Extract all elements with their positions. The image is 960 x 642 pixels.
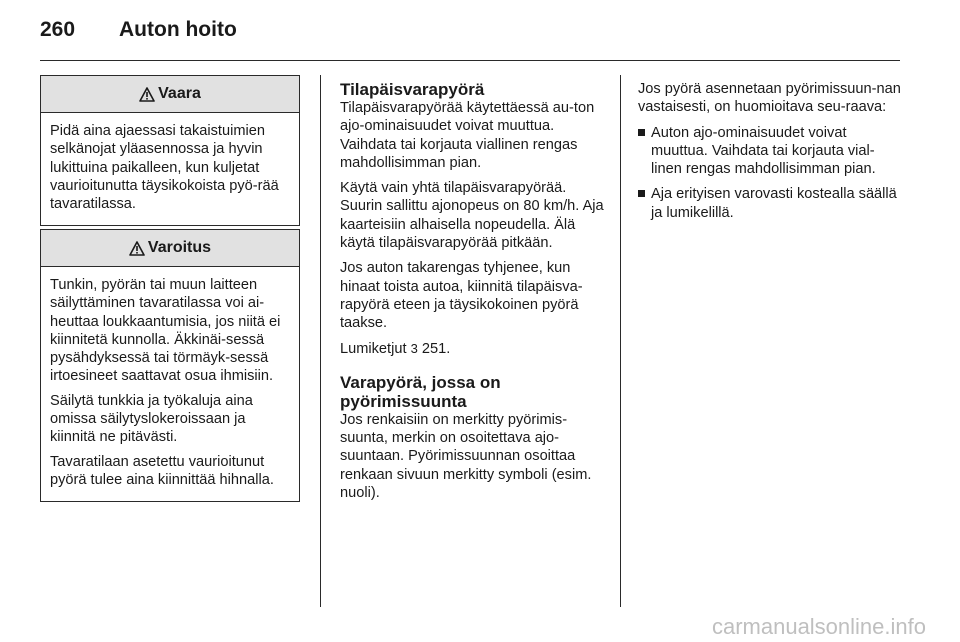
page-number: 260 xyxy=(40,18,76,41)
column-divider xyxy=(620,75,621,607)
body-paragraph: Jos renkaisiin on merkitty pyörimis-suunta, merkin on osoitettava ajo-suuntaan. Pyörimissuunnan osoittaa renkaan sivuun merkitty symboli (esim. nuoli). xyxy=(340,411,592,502)
body-paragraph: Jos auton takarengas tyhjenee, kun hinaat toista autoa, kiinnitä tilapäisva-rapyörä eteen ja täysikokoinen pyörä taakse. xyxy=(340,260,583,332)
page-title: Auton hoito xyxy=(119,18,237,41)
warning-box-header xyxy=(41,76,299,113)
caution-box-heading: Varoitus xyxy=(147,239,212,256)
warning-box-body xyxy=(41,113,299,225)
reference-arrow-icon: 3 xyxy=(410,340,418,356)
caution-box-header xyxy=(41,230,299,267)
caution-paragraph: Säilytä tunkkia ja työkaluja aina omissa säilytyslokeroissaan ja kiinnitä ne pitävästi. xyxy=(50,392,253,446)
caution-box xyxy=(40,229,300,502)
right-column xyxy=(638,80,903,229)
bullet-list xyxy=(638,124,903,222)
caution-box-body xyxy=(41,267,299,501)
middle-column xyxy=(340,80,605,509)
bullet-square-icon xyxy=(638,129,645,136)
reference-page: 251. xyxy=(421,340,451,357)
column-divider xyxy=(320,75,321,607)
body-paragraph: Jos pyörä asennetaan pyörimissuun-nan vastaisesti, on huomioitava seu-raava: xyxy=(638,81,901,116)
caution-paragraph: Tunkin, pyörän tai muun laitteen säilyttäminen tavaratilassa voi ai-heuttaa loukkaantumisia, jos niitä ei kiinnitetä kunnolla. Äkkinäi-sessä pysähdyksessä tai törmäyk-sessä irtoesineet saattavat osua ihmisiin. xyxy=(50,277,281,385)
warning-triangle-icon xyxy=(129,241,145,256)
header-divider xyxy=(40,60,900,61)
warning-paragraph: Pidä aina ajaessasi takaistuimien selkänojat yläasennossa ja hyvin lukittuina paikalleen, kun kuljetat vaurioitunutta täysikokoista pyö-rää tavaratilassa. xyxy=(50,123,279,213)
section-heading: Varapyörä, jossa on pyörimissuunta xyxy=(340,372,501,411)
caution-paragraph: Tavaratilaan asetettu vaurioitunut pyörä tulee aina kiinnittää hihnalla. xyxy=(50,453,274,488)
list-item xyxy=(638,185,903,222)
bullet-square-icon xyxy=(638,190,645,197)
warning-box xyxy=(40,75,300,226)
warning-triangle-icon xyxy=(139,87,155,102)
watermark: carmanualsonline.info xyxy=(711,614,926,639)
body-paragraph: Tilapäisvarapyörää käytettäessä au-ton ajo-ominaisuudet voivat muuttua. Vaihdata tai korjauta viallinen rengas mahdollisimman pian. xyxy=(340,100,595,171)
list-item-text: Aja erityisen varovasti kostealla säällä ja lumikelillä. xyxy=(651,186,897,221)
body-paragraph: Käytä vain yhtä tilapäisvarapyörää. Suurin sallittu ajonopeus on 80 km/h. Aja kaarteisiin alhaisella nopeudella. Älä käytä tilapäisvarapyörää pitkään. xyxy=(340,180,604,252)
list-item xyxy=(638,124,903,179)
section-heading: Tilapäisvarapyörä xyxy=(340,80,485,99)
list-item-text: Auton ajo-ominaisuudet voivat muuttua. Vaihdata tai korjauta vial-linen rengas mahdollisimman pian. xyxy=(651,124,876,178)
reference-text: Lumiketjut xyxy=(340,340,407,357)
cross-reference[interactable] xyxy=(340,340,605,358)
warning-box-heading: Vaara xyxy=(158,85,201,102)
